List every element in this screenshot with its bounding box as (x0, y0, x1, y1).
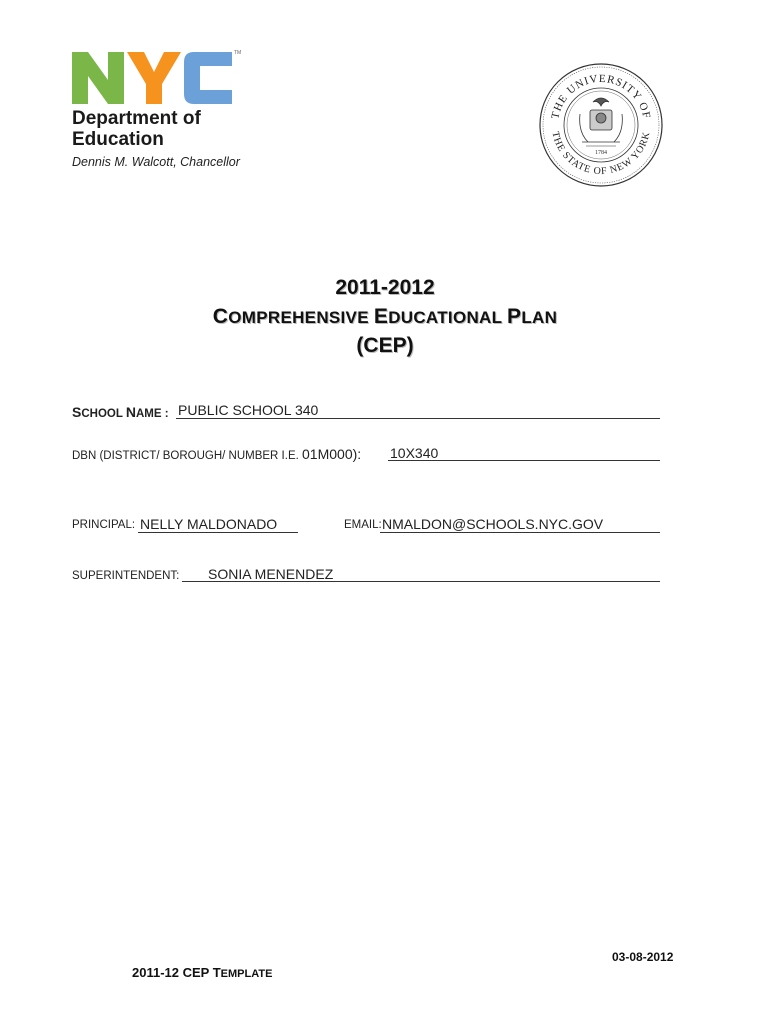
seal-year: 1784 (595, 150, 607, 156)
principal-label: PRINCIPAL: (72, 519, 136, 531)
department-line2: Education (72, 129, 164, 150)
plan-title (0, 305, 770, 329)
seal-text-bottom: THE STATE OF NEW YORK (549, 130, 653, 178)
footer-template: 2011-12 CEP TEMPLATE (132, 965, 273, 980)
principal-underline (138, 532, 298, 533)
plan-title-word2: DUCATIONAL (388, 308, 508, 327)
plan-acronym: (CEP) (356, 334, 414, 357)
plan-title-p: P (507, 305, 522, 328)
plan-year: 2011-2012 (335, 276, 435, 299)
school-name-value: PUBLIC SCHOOL 340 (178, 402, 319, 418)
state-seal (538, 62, 664, 188)
svg-text:TM: TM (234, 50, 242, 56)
plan-title-c: C (212, 305, 229, 328)
seal-crest-icon (580, 98, 623, 146)
email-underline (380, 532, 660, 533)
chancellor-name: Dennis M. Walcott, Chancellor (72, 155, 240, 169)
logo-letter-y (127, 52, 181, 104)
plan-title-word1: OMPREHENSIVE (228, 308, 374, 327)
dbn-underline (388, 460, 660, 461)
seal-text-top: THE UNIVERSITY OF (549, 72, 653, 121)
principal-value: NELLY MALDONADO (140, 516, 278, 532)
nyc-doe-logo (72, 44, 244, 104)
dbn-label: DBN (DISTRICT/ BOROUGH/ NUMBER I.E. 01M000): (72, 446, 362, 462)
logo-letter-n (72, 52, 124, 104)
school-name-label: SCHOOL NAME : (72, 404, 169, 420)
footer-date: 03-08-2012 (612, 950, 674, 964)
email-label: EMAIL: (344, 519, 382, 531)
plan-title-word3: LAN (521, 308, 558, 327)
logo-letter-c (184, 52, 232, 104)
superintendent-underline (182, 581, 660, 582)
department-line1: Department of (72, 108, 201, 129)
email-value: NMALDON@SCHOOLS.NYC.GOV (382, 516, 604, 532)
superintendent-label: SUPERINTENDENT: (72, 570, 180, 582)
dbn-value: 10X340 (390, 445, 439, 461)
plan-title-e: E (373, 305, 389, 328)
department-name (72, 108, 201, 150)
superintendent-value: SONIA MENENDEZ (208, 566, 334, 582)
school-name-underline (176, 418, 660, 419)
